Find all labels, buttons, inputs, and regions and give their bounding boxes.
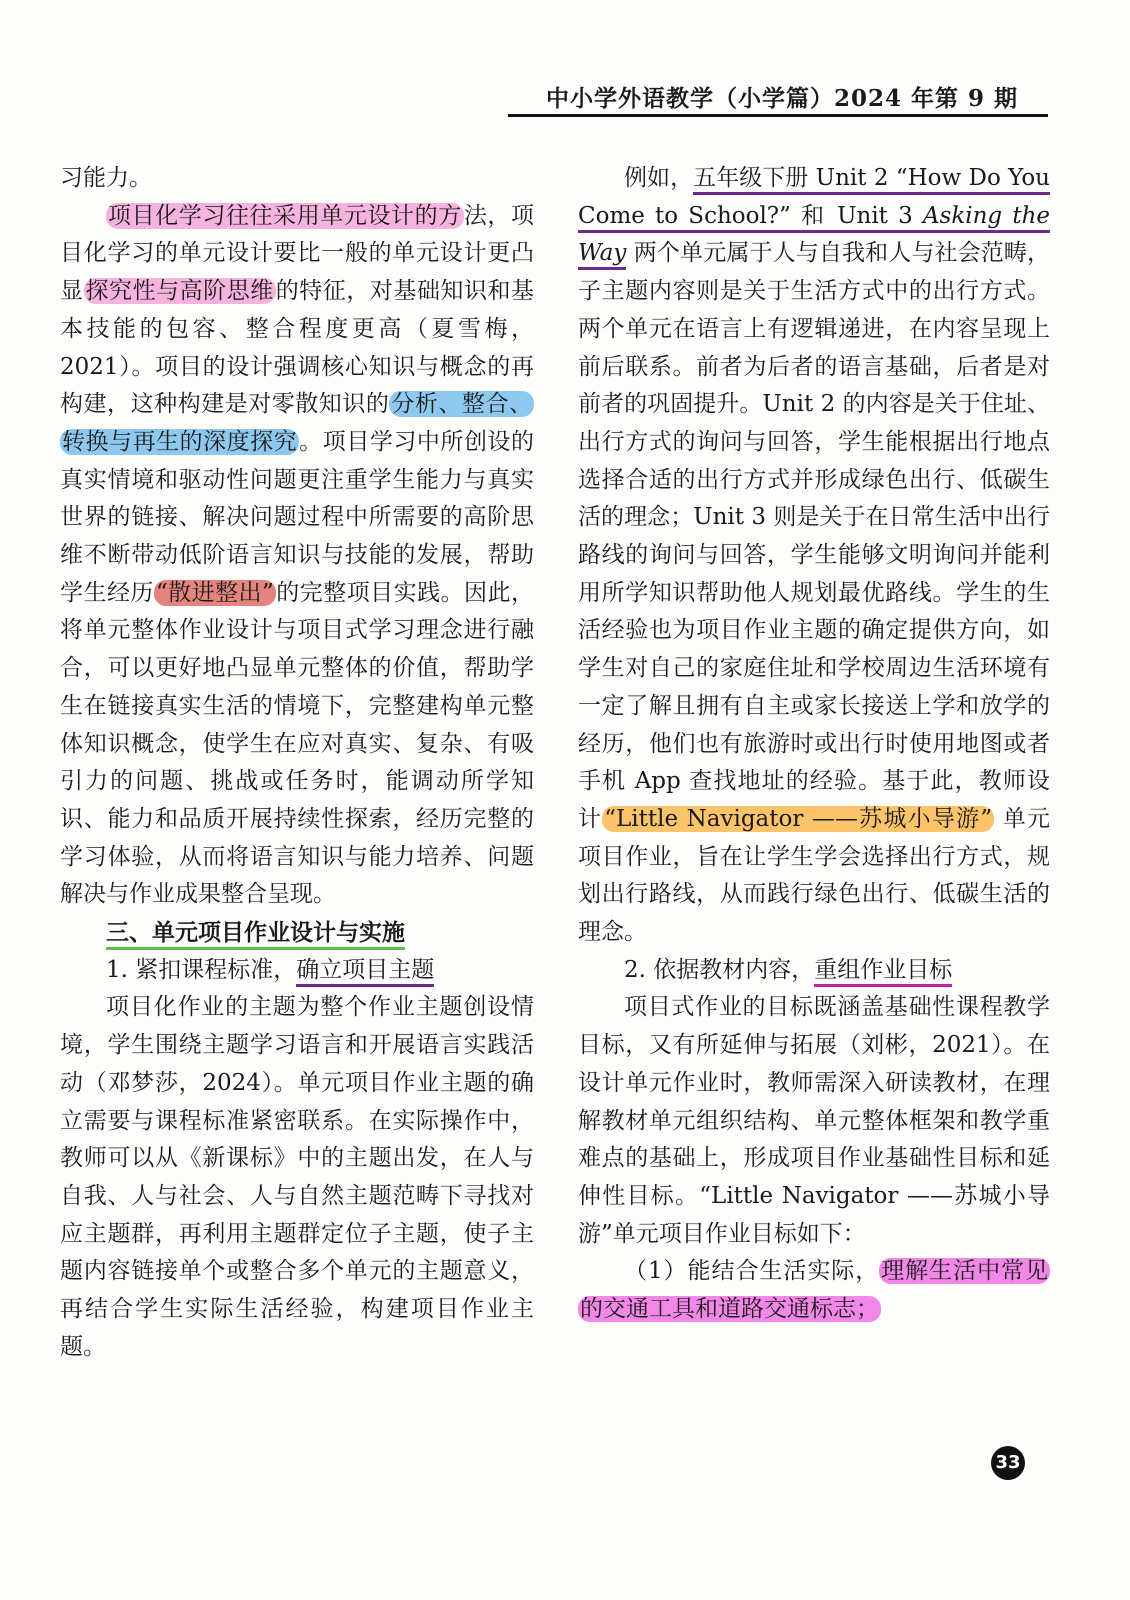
subheading-2 (578, 952, 1050, 990)
right-paragraph-2: 项目式作业的目标既涵盖基础性课程教学目标，又有所延伸与拓展（刘彬，2021）。在设计单元作业时，教师需深入研读教材，在理解教材单元组织结构、单元整体框架和教学重难点的基础上，形成项目作业基础性目标和延伸性目标。“Little Navigator ——苏城小导游”单元项目作业目标如下： (578, 994, 1050, 1247)
highlight-scatter-in-whole-out: “散进整出” (155, 579, 274, 606)
left-paragraph-2 (60, 198, 534, 914)
highlight-little-navigator: “Little Navigator ——苏城小导游” (604, 805, 993, 832)
text-run: 例如， (624, 165, 694, 191)
subheading-1 (60, 952, 534, 990)
page-number-badge: 33 (991, 1446, 1025, 1480)
underline-unit-titles: 五年级下册 Unit 2 “How Do You Come to School?” 和 Unit 3 (578, 165, 1050, 233)
section-heading-text: 三、单元项目作业设计与实施 (106, 919, 405, 950)
text-run: 法，项目化学习的单元设计要比一般的单元设计更凸显 (60, 202, 535, 305)
unit-3-title-italic: Asking the Way (578, 202, 1050, 267)
journal-header: 中小学外语教学（小学篇）2024 年第 9 期 (545, 85, 1018, 112)
section-heading (60, 914, 534, 952)
text-run: 的特征，对基础知识和基本技能的包容、整合程度更高（夏雪梅，2021）。项目的设计强调核心知识与概念的再构建，这种构建是对零散知识的 (60, 278, 535, 418)
left-paragraph-1: 习能力。 (60, 165, 152, 191)
subheading-2-lead: 2. 依据教材内容， (624, 956, 815, 983)
text-run: 两个单元属于人与自我和人与社会范畴，子主题内容则是关于生活方式中的出行方式。两个单元在语言上有逻辑递进，在内容呈现上前后联系。前者为后者的语言基础，后者是对前者的巩固提升。Unit 2 的内容是关于住址、出行方式的询问与回答，学生能根据出行地点选择合适的出行方式并形成绿色出行、低碳生活的理念；Unit 3 则是关于在日常生活中出行路线的询问与回答，学生能够文明询问并能利用所学知识帮助他人规划最优路线。学生的生活经验也为项目作业主题的确定提供方向，如学生对自己的家庭住址和学校周边生活环境有一定了解且拥有自主或家长接送上学和放学的经历，他们也有旅游时或出行时使用地图或者手机 App 查找地址的经验。基于此，教师设计 (578, 240, 1050, 832)
highlight-deep-inquiry: 分析、整合、转换与再生的深度探究 (62, 391, 533, 455)
right-paragraph-1 (578, 160, 1050, 952)
text-run: 。项目学习中所创设的真实情境和驱动性问题更注重学生能力与真实世界的链接、解决问题过程中所需要的高阶思维不断带动低阶语言知识与技能的发展，帮助学生经历 (60, 428, 535, 606)
text-run: （1）能结合生活实际， (624, 1258, 880, 1285)
highlight-unit-design: 项目化学习往往采用单元设计的方 (108, 202, 462, 229)
header-rule (508, 114, 1048, 117)
right-column (578, 160, 1050, 1329)
text-run: 的完整项目实践。因此，将单元整体作业设计与项目式学习理念进行融合，可以更好地凸显单元整体的价值，帮助学生在链接真实生活的情境下，完整建构单元整体知识概念，使学生在应对真实、复杂、有吸引力的问题、挑战或任务时，能调动所学知识、能力和品质开展持续性探索，经历完整的学习体验，从而将语言知识与能力培养、问题解决与作业成果整合呈现。 (60, 579, 535, 908)
right-paragraph-3 (578, 1253, 1050, 1328)
left-column (60, 160, 534, 1367)
highlight-higher-order: 探究性与高阶思维 (85, 278, 274, 305)
subheading-1-underlined: 确立项目主题 (296, 957, 434, 987)
text-run: 单元项目作业，旨在让学生学会选择出行方式，规划出行路线，从而践行绿色出行、低碳生活的理念。 (578, 805, 1050, 946)
subheading-2-underlined: 重组作业目标 (814, 957, 952, 987)
left-paragraph-3: 项目化作业的主题为整个作业主题创设情境，学生围绕主题学习语言和开展语言实践活动（邓梦莎，2024）。单元项目作业主题的确立需要与课程标准紧密联系。在实际操作中，教师可以从《新课标》中的主题出发，在人与自我、人与社会、人与自然主题范畴下寻找对应主题群，再利用主题群定位子主题，使子主题内容链接单个或整合多个单元的主题意义，再结合学生实际生活经验，构建项目作业主题。 (60, 994, 534, 1360)
highlight-traffic-signs: 理解生活中常见的交通工具和道路交通标志； (580, 1258, 1048, 1323)
subheading-1-lead: 1. 紧扣课程标准， (106, 956, 297, 983)
